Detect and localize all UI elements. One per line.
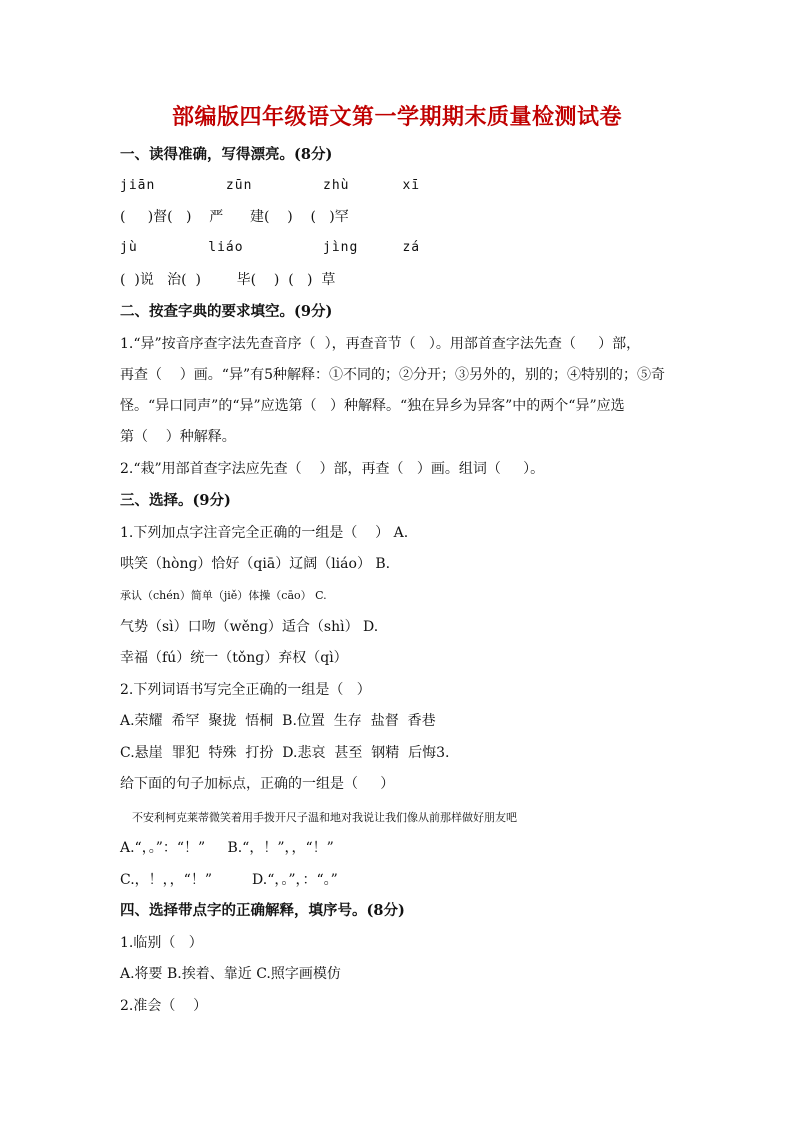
option-3-1-b: 承认（chén）简单（jiě）体操（cāo） C.	[120, 589, 327, 602]
option-3-2-ab: A.荣耀 希罕 聚拢 悟桐 B.位置 生存 盐督 香巷	[120, 713, 436, 729]
question-3-3: 给下面的句子加标点，正确的一组是（ ）	[120, 776, 395, 792]
question-4-1: 1.临别（ ）	[120, 935, 203, 951]
section-2-line-4: 第（ ）种解释。	[120, 429, 236, 445]
option-3-2-cd: C.悬崖 罪犯 特殊 打扮 D.悲哀 甚至 钢精 后悔3.	[120, 745, 450, 761]
question-3-1: 1.下列加点字注音完全正确的一组是（ ） A.	[120, 525, 409, 541]
option-3-3-ab: A.“，。”：“！” B.“，！”，，“！”	[120, 840, 334, 856]
section-3-heading: 三、选择。(9分)	[120, 492, 231, 509]
section-2-line-1: 1.“异”按音序查字法先查音序（ ），再查音节（ ）。用部首查字法先查（ ）部，	[120, 336, 641, 352]
pinyin-row-2: jù liáo jìng zá	[120, 240, 421, 255]
option-3-1-a: 哄笑（hònɡ）恰好（qiā）辽阔（liáo） B.	[120, 556, 391, 572]
question-3-2: 2.下列词语书写完全正确的一组是（ ）	[120, 682, 371, 698]
page-title: 部编版四年级语文第一学期期末质量检测试卷	[171, 104, 622, 130]
chars-row-1: ( )督( ) 严 建( ) ( )罕	[120, 209, 349, 225]
section-2-line-5: 2.“栽”用部首查字法应先查（ ）部，再查（ ）画。组词（ ）。	[120, 461, 545, 477]
section-2-line-2: 再查（ ）画。“异”有5种解释：①不同的；②分开；③另外的，别的；④特别的；⑤奇	[120, 367, 666, 383]
option-3-1-d: 幸福（fú）统一（tǒnɡ）弃权（qì）	[120, 650, 348, 666]
section-1-heading: 一、读得准确，写得漂亮。(8分)	[120, 146, 333, 163]
option-3-3-cd: C.，！，，“！” D.“，。”，：“。”	[120, 872, 338, 888]
chars-row-2: ( )说 治( ) 毕( ) ( ) 草	[120, 272, 336, 288]
option-3-1-c: 气势（sì）口吻（wěnɡ）适合（shì） D.	[120, 619, 379, 635]
pinyin-row-1: jiān zūn zhù xī	[120, 178, 421, 193]
section-4-heading: 四、选择带点字的正确解释，填序号。(8分)	[120, 902, 405, 919]
question-4-2: 2.准会（ ）	[120, 998, 208, 1014]
section-2-heading: 二、按查字典的要求填空。(9分)	[120, 303, 333, 320]
question-3-3-sentence: 不安利柯克莱蒂微笑着用手拨开尺子温和地对我说让我们像从前那样做好朋友吧	[132, 811, 517, 824]
option-4-1: A.将要 B.挨着、靠近 C.照字画模仿	[120, 966, 341, 982]
section-2-line-3: 怪。“异口同声”的“异”应选第（ ）种解释。“独在异乡为异客”中的两个“异”应选	[120, 398, 625, 414]
